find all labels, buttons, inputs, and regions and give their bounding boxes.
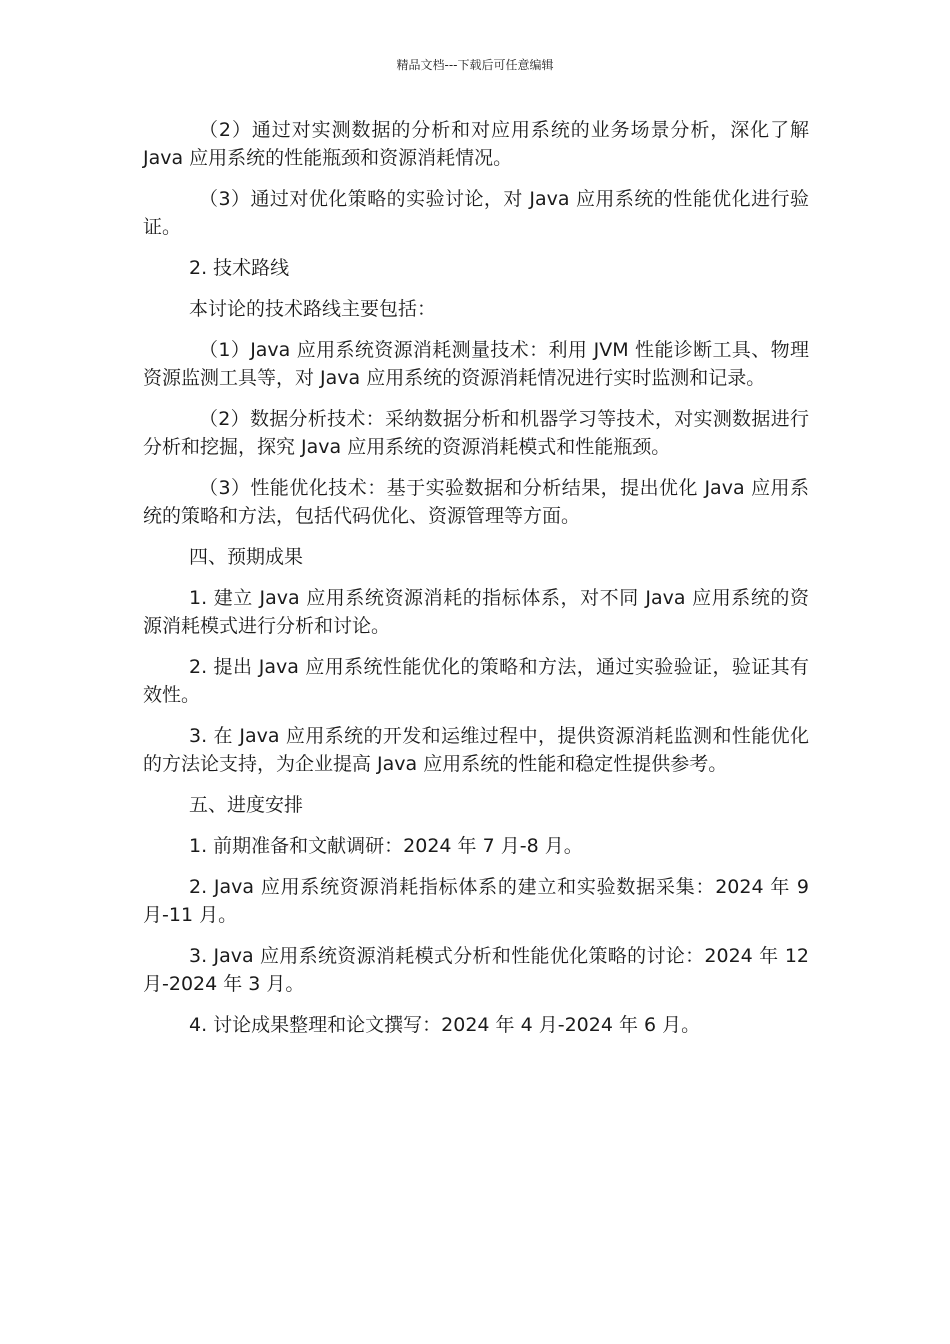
paragraph-result-3: 3. 在 Java 应用系统的开发和运维过程中，提供资源消耗监测和性能优化的方法论支持，为企业提高 Java 应用系统的性能和稳定性提供参考。 [143,725,809,775]
paragraph-result-1: 1. 建立 Java 应用系统资源消耗的指标体系，对不同 Java 应用系统的资源消耗模式进行分析和讨论。 [143,587,809,637]
paragraph-goal-3: （3）通过对优化策略的实验讨论，对 Java 应用系统的性能优化进行验证。 [143,188,809,238]
paragraph-tech-2: （2）数据分析技术：采纳数据分析和机器学习等技术，对实测数据进行分析和挖掘，探究 Java 应用系统的资源消耗模式和性能瓶颈。 [143,408,809,458]
page-header: 精品文档---下载后可任意编辑 [396,58,554,72]
paragraph-schedule-1: 1. 前期准备和文献调研：2024 年 7 月-8 月。 [189,835,583,857]
paragraph-tech-3: （3）性能优化技术：基于实验数据和分析结果，提出优化 Java 应用系统的策略和方法，包括代码优化、资源管理等方面。 [143,477,809,527]
paragraph-schedule-4: 4. 讨论成果整理和论文撰写：2024 年 4 月-2024 年 6 月。 [189,1014,701,1036]
paragraph-goal-2: （2）通过对实测数据的分析和对应用系统的业务场景分析，深化了解 Java 应用系统的性能瓶颈和资源消耗情况。 [143,119,809,169]
paragraph-schedule-2: 2. Java 应用系统资源消耗指标体系的建立和实验数据采集：2024 年 9 月-11 月。 [143,876,809,926]
section-heading-schedule: 五、进度安排 [189,794,304,816]
section-heading-expected-results: 四、预期成果 [189,546,304,568]
paragraph-tech-1: （1）Java 应用系统资源消耗测量技术：利用 JVM 性能诊断工具、物理资源监测工具等，对 Java 应用系统的资源消耗情况进行实时监测和记录。 [143,339,809,389]
document-body [143,116,809,1052]
paragraph-result-2: 2. 提出 Java 应用系统性能优化的策略和方法，通过实验验证，验证其有效性。 [143,656,809,706]
paragraph-schedule-3: 3. Java 应用系统资源消耗模式分析和性能优化策略的讨论：2024 年 12 月-2024 年 3 月。 [143,945,809,995]
section-heading-tech-route: 2. 技术路线 [189,257,290,279]
paragraph-tech-route-intro: 本讨论的技术路线主要包括： [189,298,437,320]
